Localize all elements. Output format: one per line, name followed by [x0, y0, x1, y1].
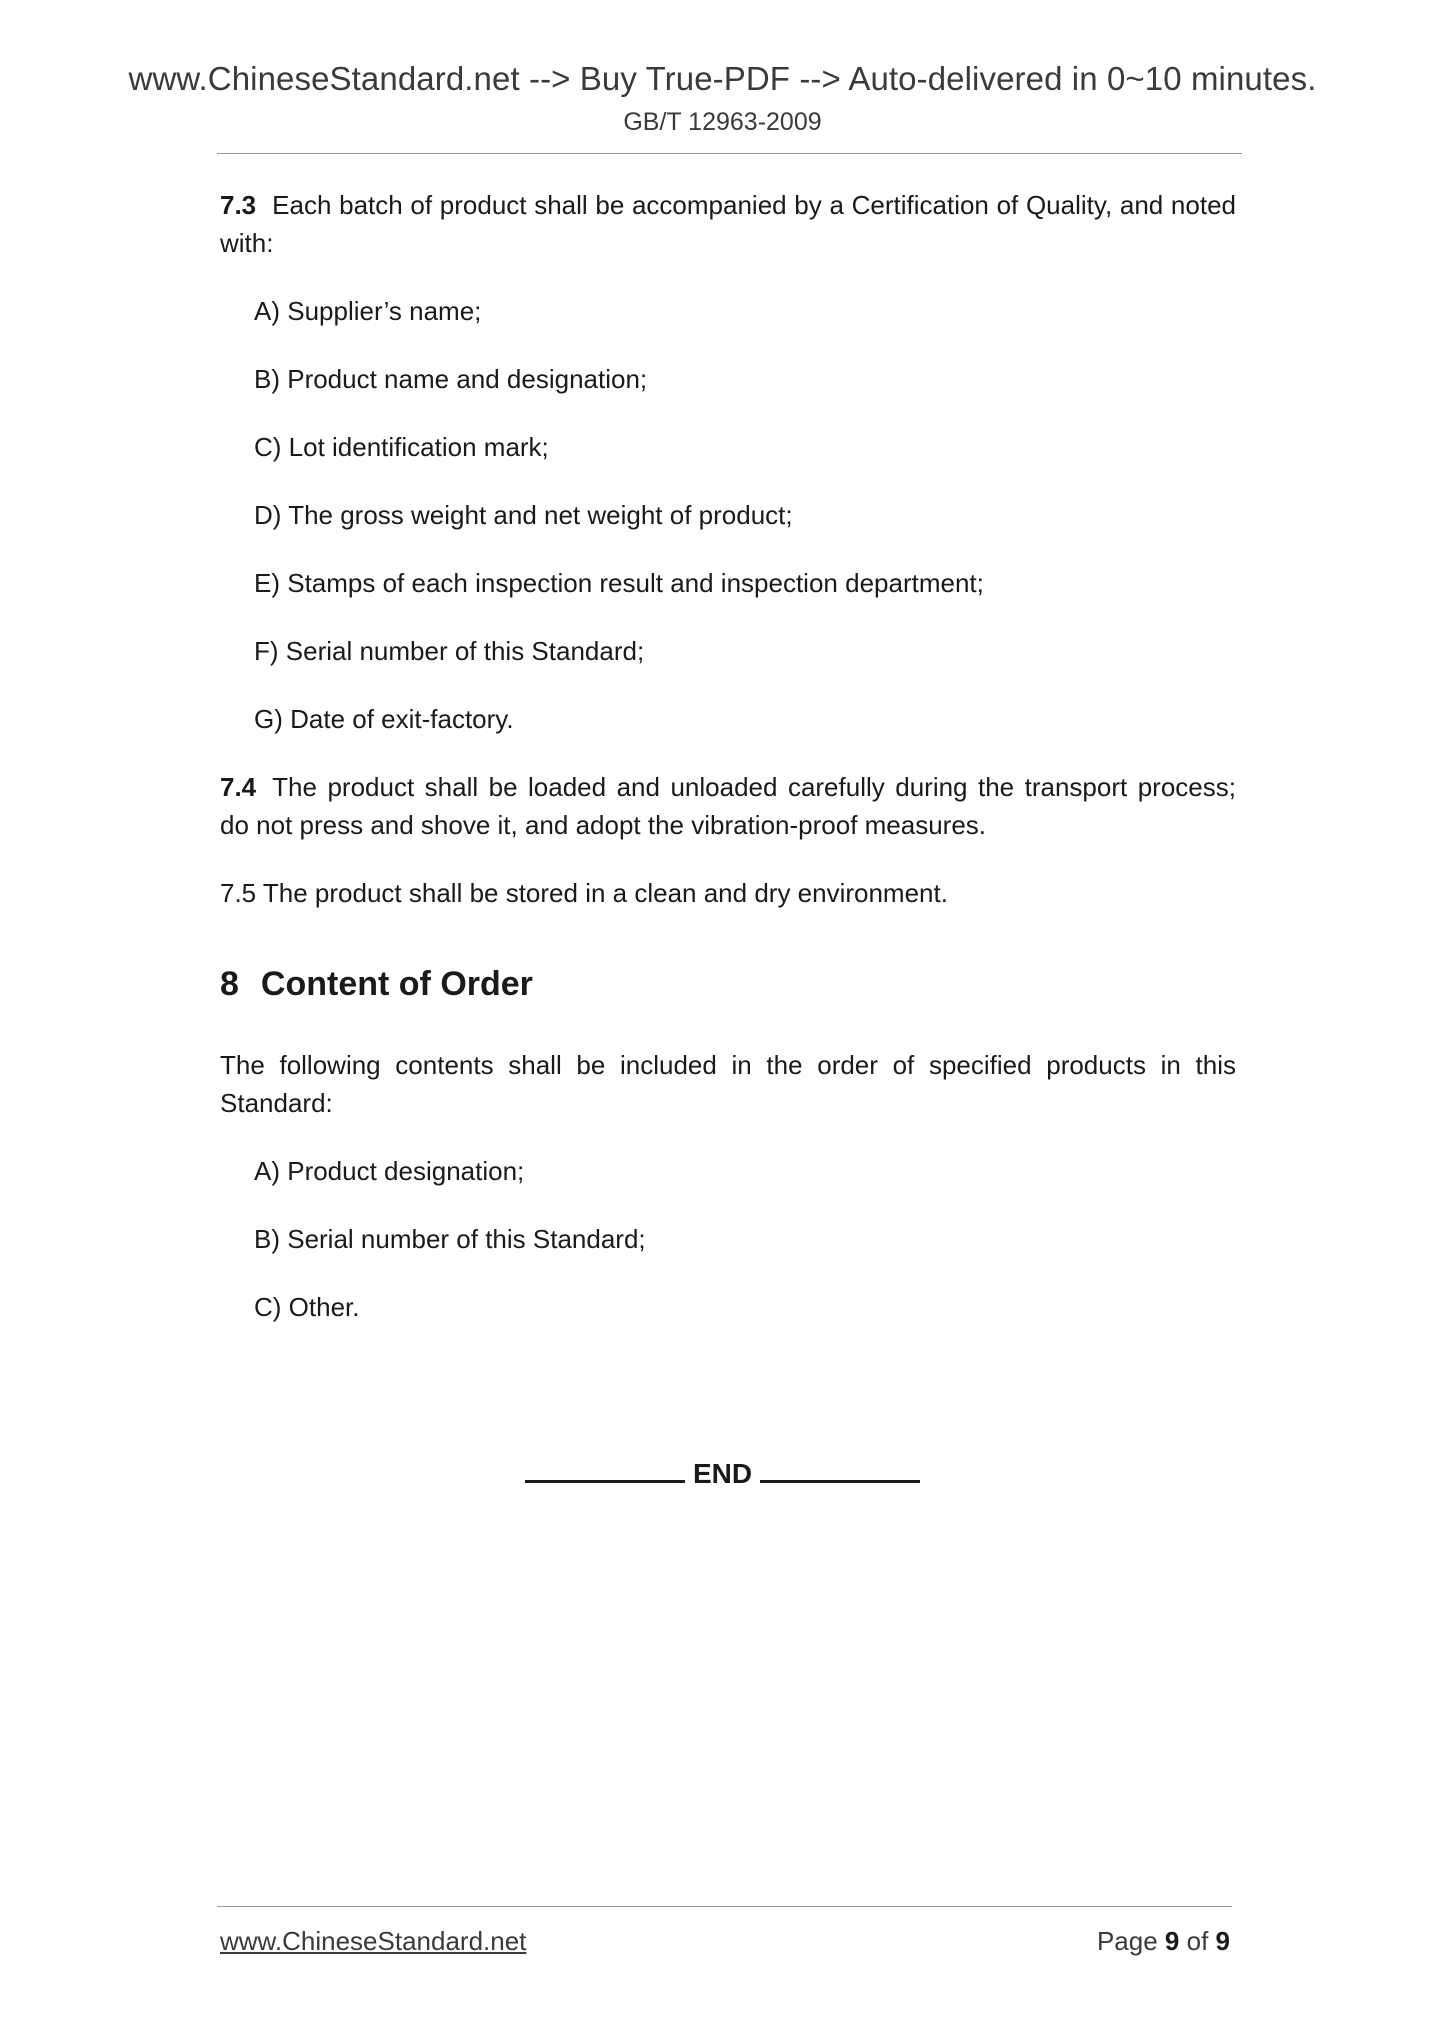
list-item: D) The gross weight and net weight of product; — [254, 500, 793, 530]
page-header — [0, 56, 1445, 140]
clause-text: Each batch of product shall be accompanied by a Certification of Quality, and noted with: — [220, 190, 1236, 258]
footer-divider — [217, 1906, 1232, 1907]
page-number — [1097, 1926, 1230, 1957]
list-item: G) Date of exit-factory. — [254, 704, 514, 734]
header-banner: www.ChineseStandard.net --> Buy True-PDF --> Auto-delivered in 0~10 minutes. — [128, 60, 1317, 97]
clause-7-5: 7.5 The product shall be stored in a clean and dry environment. — [220, 878, 948, 908]
standard-code: GB/T 12963-2009 — [623, 108, 822, 136]
page-total: 9 — [1215, 1926, 1230, 1956]
list-item: A) Supplier’s name; — [254, 296, 482, 326]
section-heading — [220, 962, 1236, 1006]
section-title: Content of Order — [260, 965, 533, 1003]
clause-number: 7.4 — [220, 772, 257, 802]
clause-number: 7.3 — [220, 190, 257, 220]
order-intro: The following contents shall be included in the order of specified products in this Standard: — [220, 1050, 1236, 1118]
list-item: C) Other. — [254, 1292, 360, 1322]
end-marker — [0, 1450, 1445, 1490]
clause-7-4 — [220, 768, 1236, 844]
document-body — [220, 186, 1236, 1356]
list-item: F) Serial number of this Standard; — [254, 636, 645, 666]
list-item: B) Product name and designation; — [254, 364, 648, 394]
page-prefix: Page — [1096, 1926, 1158, 1956]
page-of: of — [1186, 1926, 1209, 1956]
clause-7-3 — [220, 186, 1236, 262]
clause-text: The product shall be loaded and unloaded carefully during the transport process; do not press and shove it, and adopt the vibration-proof measures. — [220, 772, 1236, 840]
end-label: END — [692, 1458, 753, 1489]
end-rule-left — [525, 1450, 685, 1483]
list-item: A) Product designation; — [254, 1156, 525, 1186]
list-item: E) Stamps of each inspection result and inspection department; — [254, 568, 984, 598]
page-current: 9 — [1164, 1926, 1180, 1956]
header-divider — [217, 153, 1242, 154]
footer-site-link[interactable]: www.ChineseStandard.net — [220, 1926, 527, 1956]
list-item: B) Serial number of this Standard; — [254, 1224, 646, 1254]
section-number: 8 — [220, 965, 239, 1003]
end-rule-right — [760, 1450, 920, 1483]
order-content-list — [220, 1152, 1236, 1326]
list-item: C) Lot identification mark; — [254, 432, 549, 462]
quality-cert-list — [220, 292, 1236, 738]
